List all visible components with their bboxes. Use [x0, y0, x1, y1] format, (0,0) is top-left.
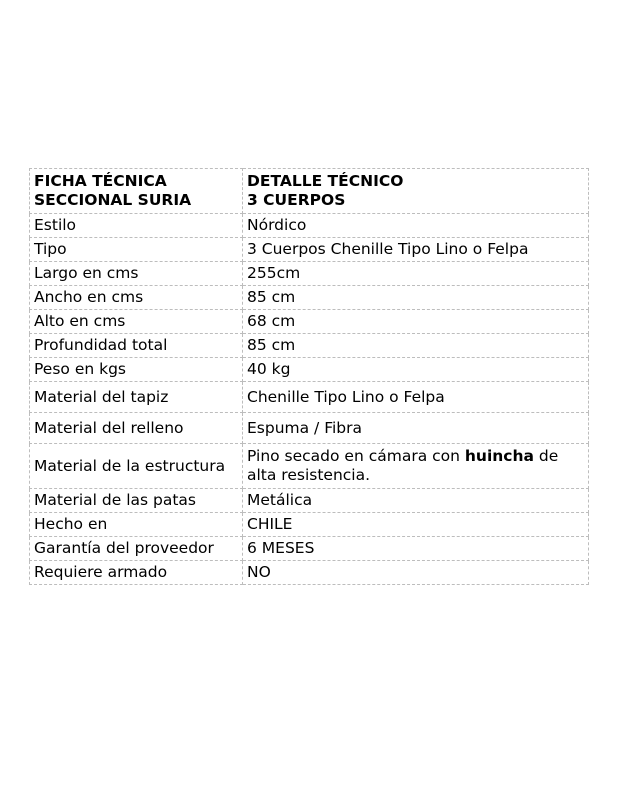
row-label: Garantía del proveedor: [30, 537, 243, 561]
row-value: 85 cm: [243, 334, 589, 358]
header-right-cell: [243, 169, 589, 214]
row-value: [243, 444, 589, 489]
row-value: NO: [243, 561, 589, 585]
header-left-subtitle: SECCIONAL SURIA: [34, 191, 192, 209]
table-row: [30, 413, 589, 444]
table-row: [30, 382, 589, 413]
row-value: 68 cm: [243, 310, 589, 334]
header-left-cell: [30, 169, 243, 214]
table-row: [30, 262, 589, 286]
table-row: [30, 358, 589, 382]
row-label: Alto en cms: [30, 310, 243, 334]
row-value: 6 MESES: [243, 537, 589, 561]
row-label: Ancho en cms: [30, 286, 243, 310]
table-row: [30, 513, 589, 537]
row-label: Profundidad total: [30, 334, 243, 358]
row-label: Largo en cms: [30, 262, 243, 286]
table-row: [30, 238, 589, 262]
header-left-title: FICHA TÉCNICA: [34, 172, 167, 190]
table-row: [30, 537, 589, 561]
row-label: Peso en kgs: [30, 358, 243, 382]
row-label: Tipo: [30, 238, 243, 262]
table-header-row: [30, 169, 589, 214]
row-label: Material de las patas: [30, 489, 243, 513]
row-label: Material del relleno: [30, 413, 243, 444]
row-value: 85 cm: [243, 286, 589, 310]
table-row: [30, 286, 589, 310]
table-row: [30, 561, 589, 585]
row-value: 40 kg: [243, 358, 589, 382]
row-value: 3 Cuerpos Chenille Tipo Lino o Felpa: [243, 238, 589, 262]
row-value-part: de alta resistencia.: [247, 447, 559, 484]
spec-table: [29, 168, 589, 585]
header-right-title: DETALLE TÉCNICO: [247, 172, 404, 190]
table-row: [30, 214, 589, 238]
row-label: Hecho en: [30, 513, 243, 537]
row-label: Material de la estructura: [30, 444, 243, 489]
row-value-emphasis: huincha: [464, 447, 534, 465]
row-label: Requiere armado: [30, 561, 243, 585]
row-value: Nórdico: [243, 214, 589, 238]
table-row: [30, 489, 589, 513]
row-label: Estilo: [30, 214, 243, 238]
row-value: Chenille Tipo Lino o Felpa: [243, 382, 589, 413]
table-row: [30, 444, 589, 489]
row-value: 255cm: [243, 262, 589, 286]
row-label: Material del tapiz: [30, 382, 243, 413]
header-right-subtitle: 3 CUERPOS: [247, 191, 346, 209]
table-row: [30, 310, 589, 334]
table-row: [30, 334, 589, 358]
row-value: CHILE: [243, 513, 589, 537]
row-value-part: Pino secado en cámara con: [247, 447, 465, 465]
row-value: Espuma / Fibra: [243, 413, 589, 444]
row-value: Metálica: [243, 489, 589, 513]
